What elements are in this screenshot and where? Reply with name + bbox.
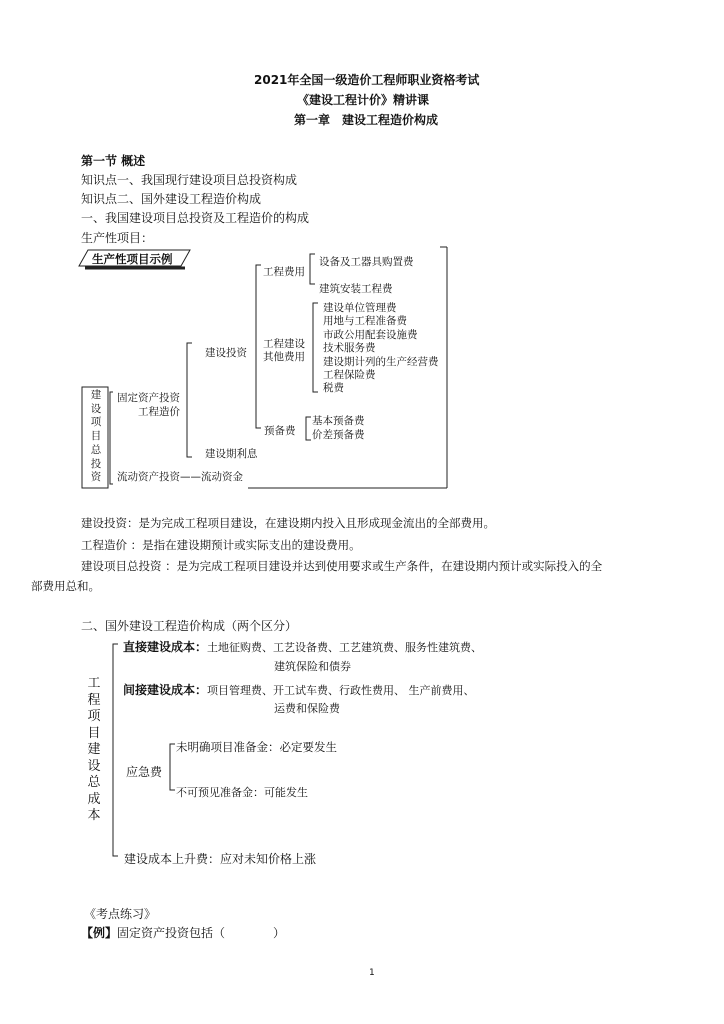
example-banner: 生产性项目示例 xyxy=(92,252,173,266)
reserve-brace xyxy=(306,417,311,440)
definition-engineering-cost: 工程造价 ：是指在建设期预计或实际支出的建设费用。 xyxy=(81,538,361,552)
construction-investment: 建设投资 xyxy=(205,347,247,359)
foreign-root-total-cost: 工 程 项 目 建 设 总 成 本 xyxy=(87,676,101,823)
direct-cost-items-cont: 建筑保险和债券 xyxy=(274,660,351,673)
list-item: 价差预备费 xyxy=(312,429,365,441)
investment-brace xyxy=(256,265,261,428)
knowledge-point-2: 知识点二、国外建设工程造价构成 xyxy=(81,192,262,206)
other-fee-items xyxy=(323,302,439,396)
productive-project-label: 生产性项目： xyxy=(81,231,154,245)
practice-title: 《考点练习》 xyxy=(84,907,157,921)
list-item: 建筑安装工程费 xyxy=(319,283,393,295)
doc-title-course: 《建设工程计价》精讲课 xyxy=(297,93,430,107)
engineering-fee-items xyxy=(319,249,414,303)
list-item: 市政公用配套设施费 xyxy=(323,328,418,341)
example-question: 固定资产投资包括（ ） xyxy=(117,926,286,940)
liquid-asset-investment: 流动资产投资——流动资金 xyxy=(117,471,243,483)
contingency-item-undefined: 未明确项目准备金：必定要发生 xyxy=(176,740,337,754)
other-brace xyxy=(313,303,318,392)
engineering-cost: 工程造价 xyxy=(138,406,180,418)
subheading-domestic: 一、我国建设项目总投资及工程造价的构成 xyxy=(81,211,310,225)
definition-construction-investment: 建设投资：是为完成工程项目建设，在建设期内投入且形成现金流出的全部费用。 xyxy=(81,516,495,530)
foreign-brace xyxy=(113,644,118,856)
subheading-foreign: 二、国外建设工程造价构成（两个区分） xyxy=(81,619,298,633)
engineering-brace xyxy=(310,254,315,284)
chapter-title: 第一章 建设工程造价构成 xyxy=(294,113,439,127)
list-item: 技术服务费 xyxy=(323,342,376,355)
direct-cost-row xyxy=(123,638,482,655)
contingency-brace xyxy=(170,744,175,790)
root-total-investment: 建 设 项 目 总 投 资 xyxy=(90,389,102,484)
contingency-item-unforeseen: 不可预见准备金：可能发生 xyxy=(176,786,308,799)
other-construction-fee: 工程建设 其他费用 xyxy=(263,338,305,363)
fixed-brace xyxy=(187,343,192,457)
direct-cost-label: 直接建设成本： xyxy=(123,640,208,654)
definition-total-investment: 建设项目总投资 ：是为完成工程项目建设并达到使用要求或生产条件，在建设期内预计或实际投入的全 xyxy=(81,559,603,573)
reserve-fee: 预备费 xyxy=(264,425,296,437)
indirect-cost-label: 间接建设成本： xyxy=(123,683,208,697)
list-item: 税费 xyxy=(323,382,344,395)
list-item: 用地与工程准备费 xyxy=(323,315,407,328)
root-brace xyxy=(110,392,113,484)
example-tag: 【例】 xyxy=(81,926,118,940)
doc-title-exam: 2021年全国一级造价工程师职业资格考试 xyxy=(254,73,480,87)
definition-total-investment-cont: 部费用总和。 xyxy=(31,579,100,593)
list-item: 设备及工器具购置费 xyxy=(319,256,414,268)
list-item: 工程保险费 xyxy=(323,369,376,382)
escalation-cost: 建设成本上升费：应对未知价格上涨 xyxy=(124,852,317,866)
list-item: 建设期计列的生产经营费 xyxy=(323,355,439,368)
construction-period-interest: 建设期利息 xyxy=(205,448,258,460)
list-item: 建设单位管理费 xyxy=(323,302,397,314)
page-number: 1 xyxy=(369,968,375,978)
practice-example xyxy=(81,924,285,941)
section-title: 第一节 概述 xyxy=(81,154,146,168)
fixed-asset-investment: 固定资产投资 xyxy=(117,392,180,404)
engineering-fee: 工程费用 xyxy=(263,266,305,278)
list-item: 基本预备费 xyxy=(312,415,365,427)
indirect-cost-row xyxy=(123,681,475,698)
direct-cost-items: 土地征购费、工艺设备费、工艺建筑费、服务性建筑费、 xyxy=(207,641,483,654)
contingency-label: 应急费 xyxy=(126,765,163,779)
knowledge-point-1: 知识点一、我国现行建设项目总投资构成 xyxy=(81,173,298,187)
indirect-cost-items-cont: 运费和保险费 xyxy=(274,702,340,715)
indirect-cost-items: 项目管理费、开工试车费、行政性费用、 生产前费用、 xyxy=(207,684,475,697)
reserve-fee-items xyxy=(312,414,365,442)
